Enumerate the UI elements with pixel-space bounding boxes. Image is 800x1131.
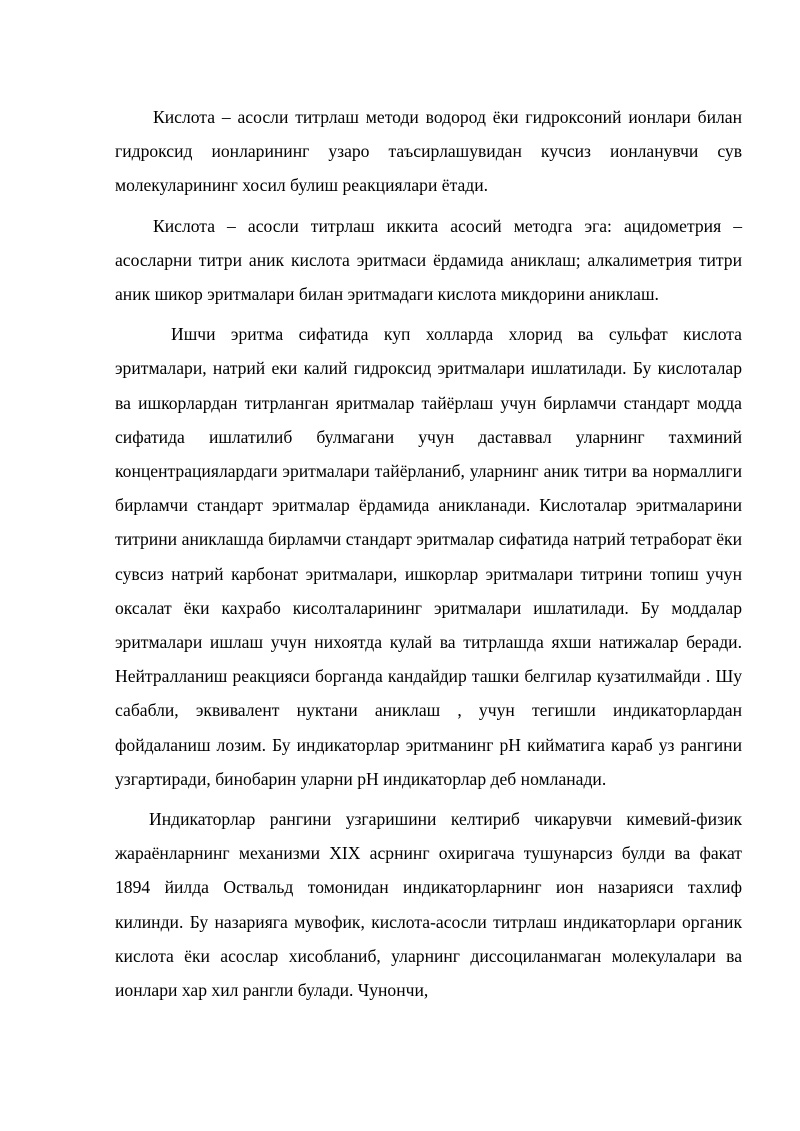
paragraph-1: Кислота – асосли титрлаш методи водород ёки гидроксоний ионлари билан гидроксид ионларининг узаро таъсирлашувидан кучсиз ионланувчи сув молекуларининг хосил булиш реакциялари ётади.	[115, 107, 742, 196]
paragraph-3: Ишчи эритма сифатида куп холларда хлорид ва сульфат кислота эритмалари, натрий еки калий гидроксид эритмалари ишлатилади. Бу кислоталар ва ишкорлардан титрланган яритмалар тайёрлаш учун бирламчи стандарт модда сифатида ишлатилиб булмагани учун даставвал уларнинг тахминий концентрациялардаги эритмалари тайёрланиб, уларнинг аник титри ва нормаллиги бирламчи стандарт эритмалар ёрдамида аникланади. Кислоталар эритмаларини титрини аниклашда бирламчи стандарт эритмалар сифатида натрий тетраборат ёки сувсиз натрий карбонат эритмалари, ишкорлар эритмалари титрини топиш учун оксалат ёки кахрабо кисолталарининг эритмалари ишлатилади. Бу моддалар эритмалари ишлаш учун нихоятда кулай ва титрлашда яхши натижалар беради. Нейтралланиш реакцияси борганда кандайдир ташки белгилар кузатилмайди . Шу сабабли, эквивалент нуктани аниклаш , учун тегишли индикаторлардан фойдаланиш лозим. Бу индикаторлар эритманинг рН кийматига караб уз рангини узгартиради, бинобарин уларни рН индикаторлар деб номланади.	[115, 324, 742, 789]
paragraph-2: Кислота – асосли титрлаш иккита асосий методга эга: ацидометрия – асосларни титри аник кислота эритмаси ёрдамида аниклаш; алкалиметрия титри аник шикор эритмалари билан эритмадаги кислота микдорини аниклаш.	[115, 215, 742, 305]
paragraph-4: Индикаторлар рангини узгаришини келтириб чикарувчи кимевий-физик жараёнларнинг механизми XIX асрнинг охиригача тушунарсиз булди ва факат 1894 йилда Оствальд томонидан индикаторларнинг ион назарияси тахлиф килинди. Бу назарияга мувофик, кислота-асосли титрлаш индикаторлари органик кислота ёки асослар хисобланиб, уларнинг диссоциланмаган молекулалари ва ионлари хар хил рангли булади. Чунончи,	[115, 809, 742, 1001]
body-text	[115, 100, 742, 1013]
